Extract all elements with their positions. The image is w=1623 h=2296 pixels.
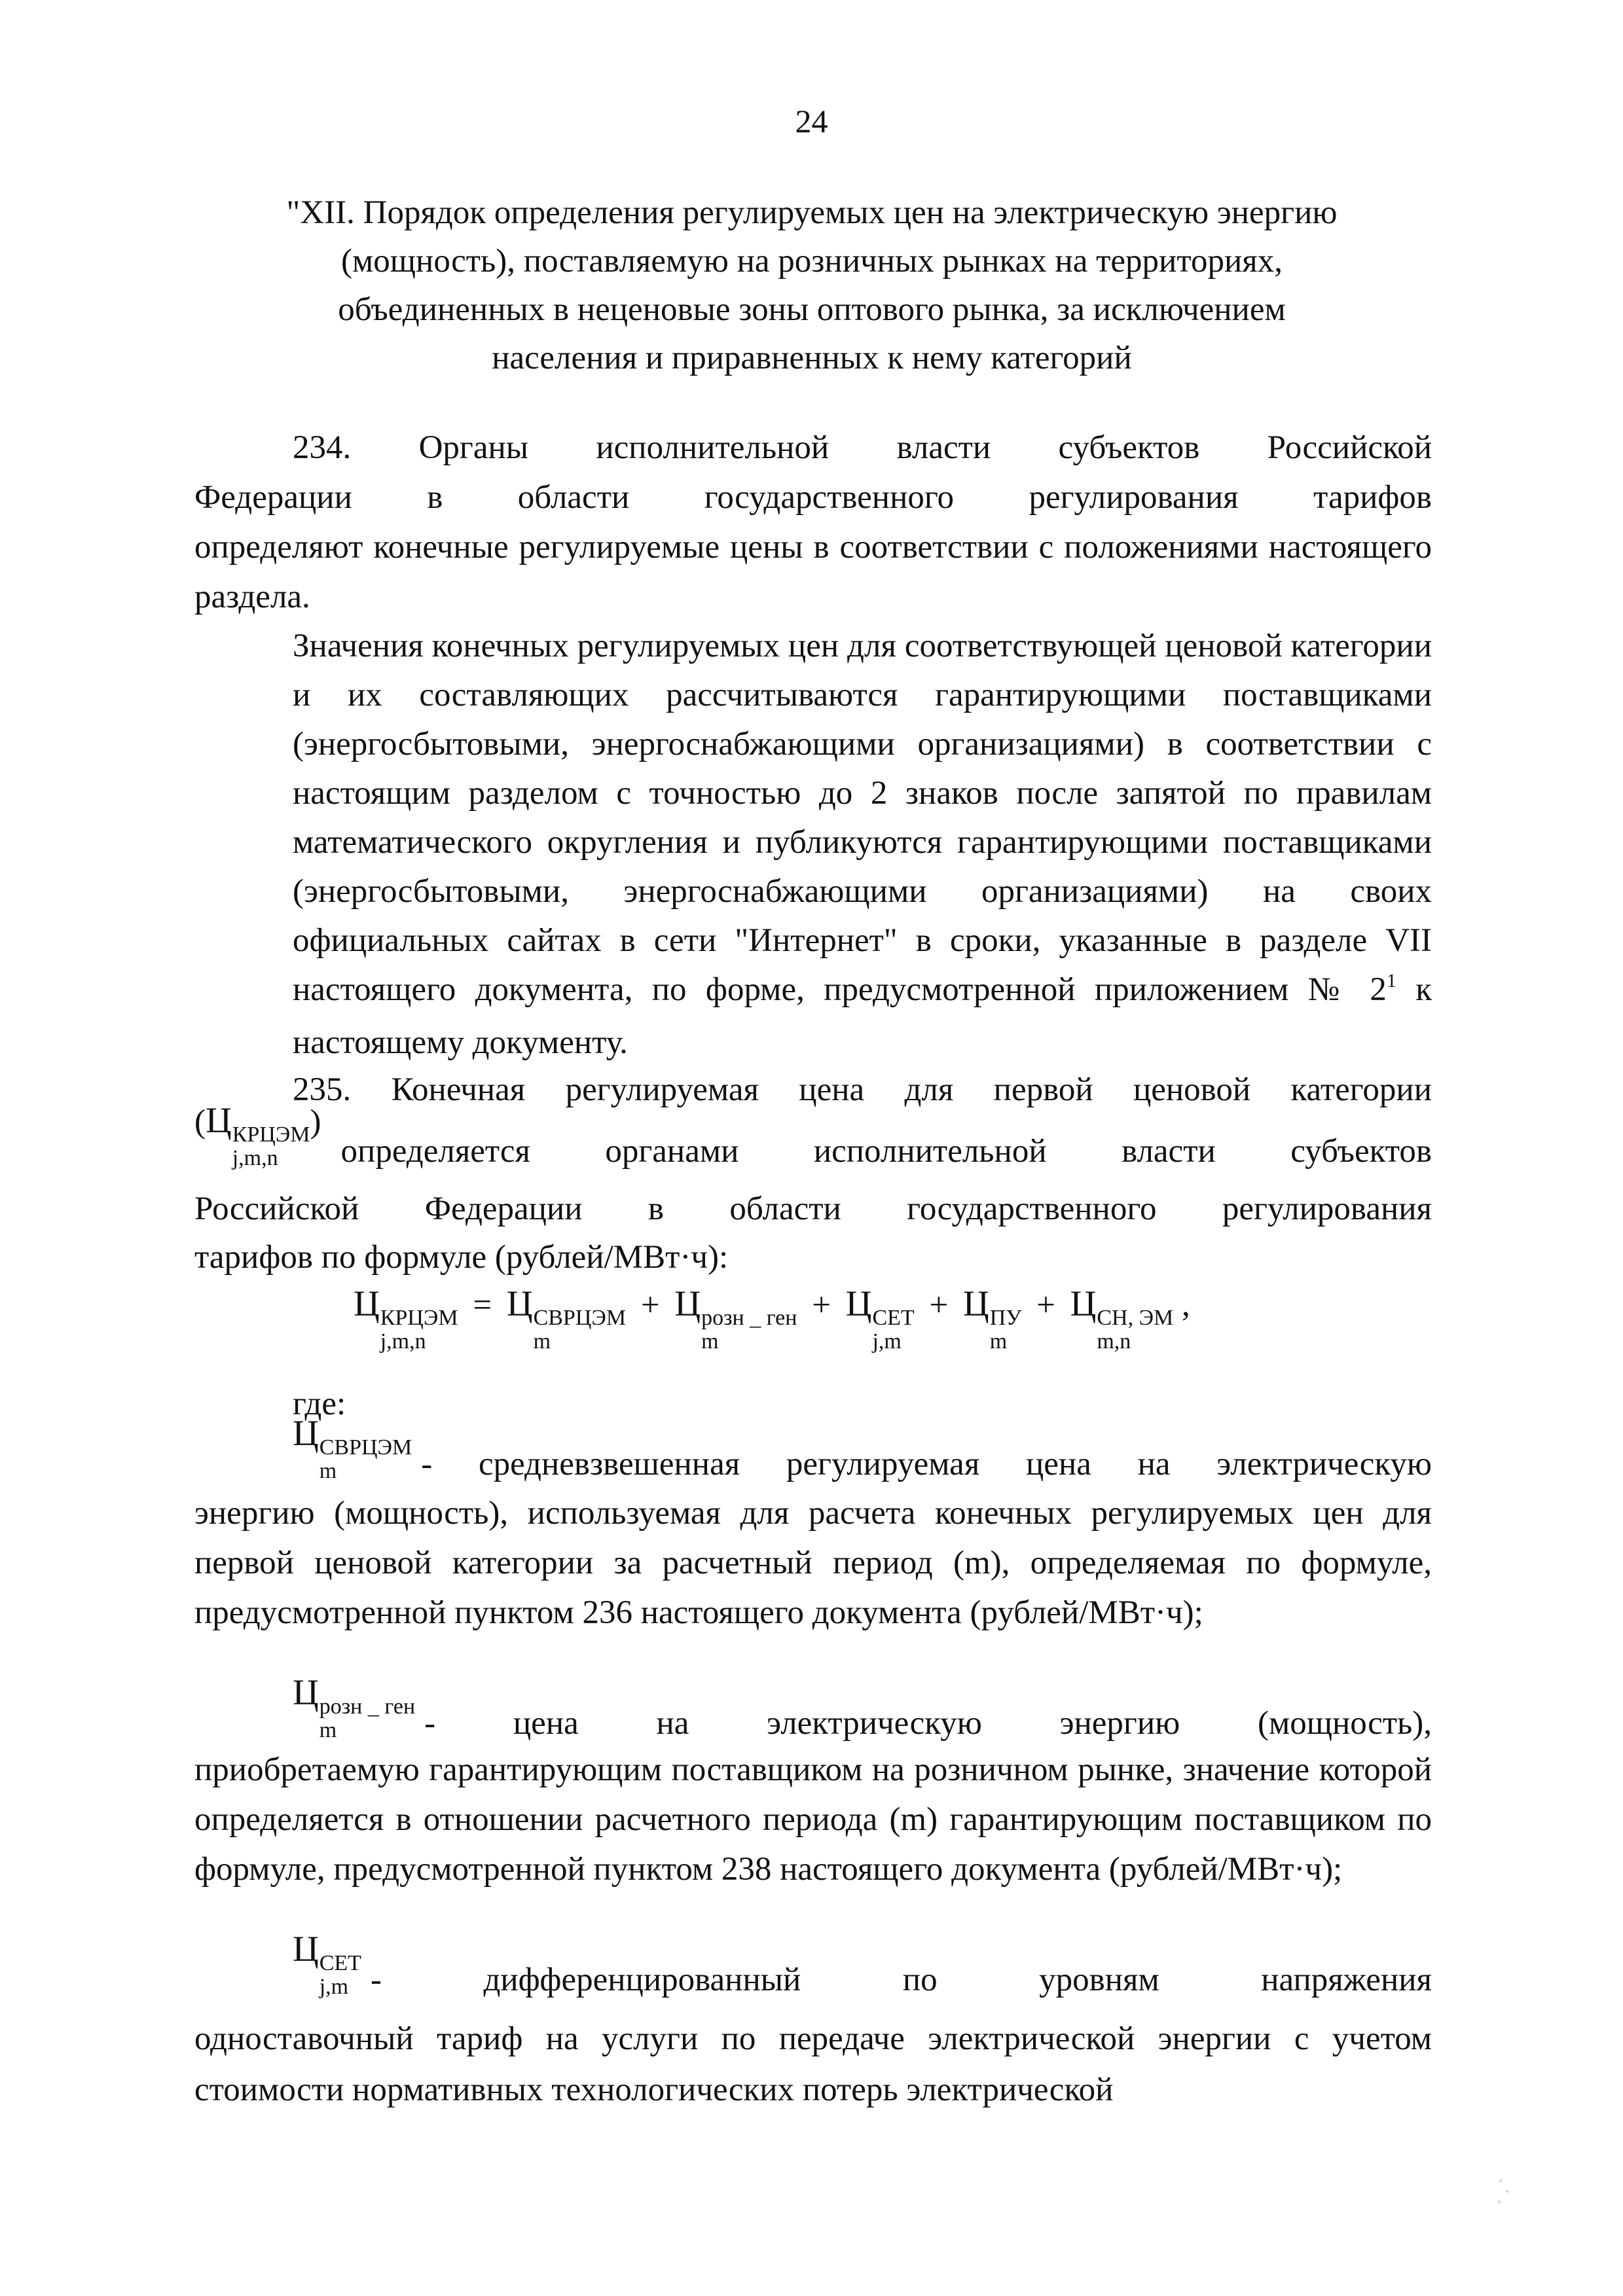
p234-line-2: Федерации в области государственного регулирования тарифов (194, 479, 1432, 516)
symbol-svrcem: Ц СВРЦЭМ m (293, 1413, 412, 1483)
scan-speck (1499, 2179, 1502, 2182)
section-heading (164, 188, 1460, 382)
plus-sign: + (929, 1287, 949, 1323)
paragraph-values (194, 622, 1432, 1067)
def-svrcem-first: - средневзвешенная регулируемая цена на электрическую (421, 1446, 1432, 1482)
def-rozn-first: - цена на электрическую энергию (мощность), (424, 1705, 1432, 1742)
formula-term-rozn-gen: Ц розн _ ген m (674, 1283, 797, 1354)
scan-speck (1498, 2200, 1501, 2203)
formula-comma: , (1182, 1287, 1190, 1323)
appendix-superscript: 1 (1386, 970, 1396, 992)
equals-sign: = (473, 1287, 492, 1323)
heading-line: населения и приравненных к нему категорий (492, 340, 1132, 376)
heading-line: объединенных в неценовые зоны оптового рынка, за исключением (338, 291, 1286, 328)
values-end-text: к настоящему документу. (293, 971, 1432, 1061)
def-svrcem-line-1 (194, 1413, 1432, 1483)
p234-line-1: 234. Органы исполнительной власти субъектов Российской (293, 429, 1432, 466)
definition-set (194, 1929, 1432, 2115)
definition-svrcem (194, 1413, 1432, 1638)
p235-line-2 (194, 1100, 1432, 1170)
page-number: 24 (795, 103, 828, 139)
heading-line: "XII. Порядок определения регулируемых цен на электрическую энергию (286, 194, 1338, 231)
symbol-krcem-inline: (Ц КРЦЭМ j,m,n ) (194, 1100, 321, 1170)
values-main-text: Значения конечных регулируемых цен для соответствующей ценовой категории и их составляющих рассчитываются гарантирующими поставщиками (энергосбытовыми, энергоснабжающими организациями) в соответствии с настоящим разделом с точностью до 2 знаков после запятой по правилам математического округления и публикуются гарантирующими поставщиками (энергосбытовыми, энергоснабжающими организациями) на своих официальных сайтах в сети "Интернет" в сроки, указанные в разделе VII настоящего документа, по форме, предусмотренной приложением № 2 (293, 628, 1432, 1008)
symbol-rozn-gen: Ц розн _ ген m (293, 1672, 416, 1742)
symbol-set: Ц СЕТ j,m (293, 1929, 361, 1999)
plus-sign: + (640, 1287, 660, 1323)
scan-speck (1506, 2190, 1508, 2193)
def-set-line-1 (194, 1929, 1432, 1999)
price-formula (354, 1283, 1190, 1354)
formula-term-pu: Ц ПУ m (962, 1283, 1022, 1354)
paragraph-235 (194, 1066, 1432, 1282)
formula-term-svrcem: Ц СВРЦЭМ m (506, 1283, 627, 1354)
values-text (194, 622, 1432, 1067)
def-rozn-rest: приобретаемую гарантирующим поставщиком на розничном рынке, значение которой определяется в отношении расчетного периода (m) гарантирующим поставщиком по формуле, предусмотренной пунктом 238 настоящего документа (рублей/МВт·ч); (194, 1751, 1432, 1888)
definition-rozn-gen (194, 1672, 1432, 1894)
paragraph-234 (194, 423, 1432, 622)
def-svrcem-rest: энергию (мощность), используемая для расчета конечных регулируемых цен для первой ценовой категории за расчетный период (m), определяемая по формуле, предусмотренной пунктом 236 настоящего документа (рублей/МВт·ч); (194, 1495, 1432, 1631)
p234-rest: определяют конечные регулируемые цены в соответствии с положениями настоящего раздела. (194, 529, 1432, 615)
p235-line-2-text: определяется органами исполнительной власти субъектов (340, 1133, 1432, 1170)
plus-sign: + (812, 1287, 831, 1323)
p235-line-4: тарифов по формуле (рублей/МВт·ч): (194, 1239, 729, 1276)
where-label: где: (293, 1386, 346, 1422)
def-rozn-line-1 (194, 1672, 1432, 1742)
formula-term-sn-em: Ц СН, ЭМ m,n (1070, 1283, 1174, 1354)
def-set-rest: одноставочный тариф на услуги по передаче электрической энергии с учетом стоимости нормативных технологических потерь электрической (194, 2020, 1432, 2108)
heading-line: (мощность), поставляемую на розничных рынках на территориях, (341, 243, 1283, 279)
p235-line-1: 235. Конечная регулируемая цена для первой ценовой категории (293, 1071, 1432, 1108)
def-set-first: - дифференцированный по уровням напряжения (370, 1962, 1432, 1998)
formula-term-krcem: Ц КРЦЭМ j,m,n (354, 1283, 458, 1354)
plus-sign: + (1036, 1287, 1055, 1323)
formula-term-set: Ц СЕТ j,m (845, 1283, 915, 1354)
p235-line-3: Российской Федерации в области государственного регулирования (194, 1191, 1432, 1227)
